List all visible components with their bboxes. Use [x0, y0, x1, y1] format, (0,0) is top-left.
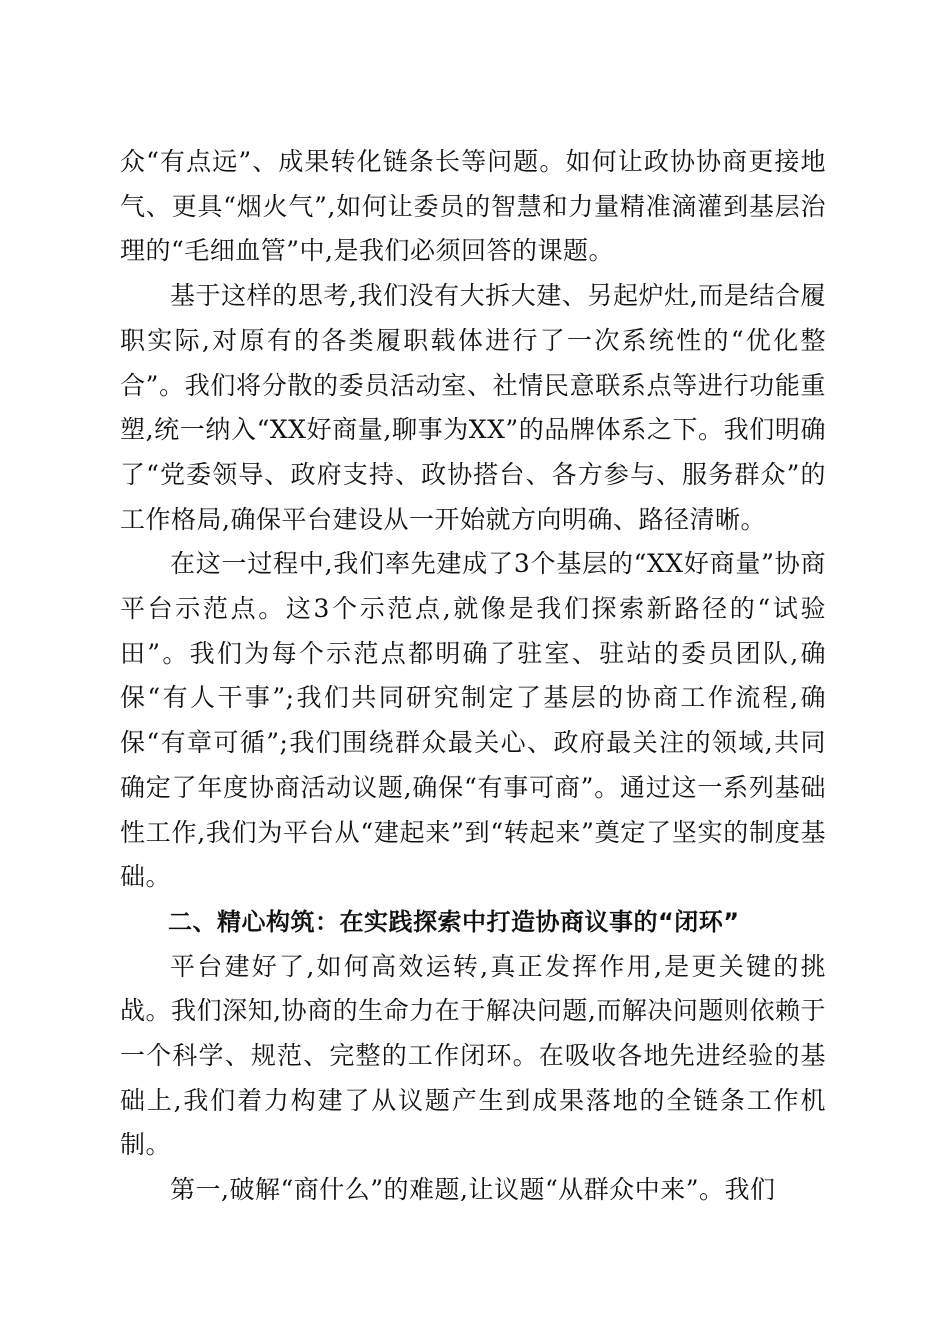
section-heading-2: 二、精心构筑：在实践探索中打造协商议事的“闭环” — [168, 907, 740, 936]
paragraph-optimization: 基于这样的思考,我们没有大拆大建、另起炉灶,而是结合履职实际,对原有的各类履职载体进行了一次系统性的“优化整合”。我们将分散的委员活动室、社情民意联系点等进行功能重塑,统一纳入“XX好商量,聊事为XX”的品牌体系之下。我们明确了“党委领导、政府支持、政协搭台、各方参与、服务群众”的工作格局,确保平台建设从一开始就方向明确、路径清晰。 — [120, 281, 826, 534]
paragraph-continued: 众“有点远”、成果转化链条长等问题。如何让政协协商更接地气、更具“烟火气”,如何让委员的智慧和力量精准滴灌到基层治理的“毛细血管”中,是我们必须回答的课题。 — [120, 147, 826, 266]
paragraph-first-point: 第一,破解“商什么”的难题,让议题“从群众中来”。我们 — [170, 1175, 776, 1205]
paragraph-closed-loop: 平台建好了,如何高效运转,真正发挥作用,是更关键的挑战。我们深知,协商的生命力在于解决问题,而解决问题则依赖于一个科学、规范、完整的工作闭环。在吸收各地先进经验的基础上,我们着力构建了从议题产生到成果落地的全链条工作机制。 — [120, 951, 826, 1160]
paragraph-demonstration-sites: 在这一过程中,我们率先建成了3个基层的“XX好商量”协商平台示范点。这3个示范点,就像是我们探索新路径的“试验田”。我们为每个示范点都明确了驻室、驻站的委员团队,确保“有人干事”;我们共同研究制定了基层的协商工作流程,确保“有章可循”;我们围绕群众最关心、政府最关注的领域,共同确定了年度协商活动议题,确保“有事可商”。通过这一系列基础性工作,我们为平台从“建起来”到“转起来”奠定了坚实的制度基础。 — [120, 549, 826, 892]
document-body — [120, 140, 826, 1213]
